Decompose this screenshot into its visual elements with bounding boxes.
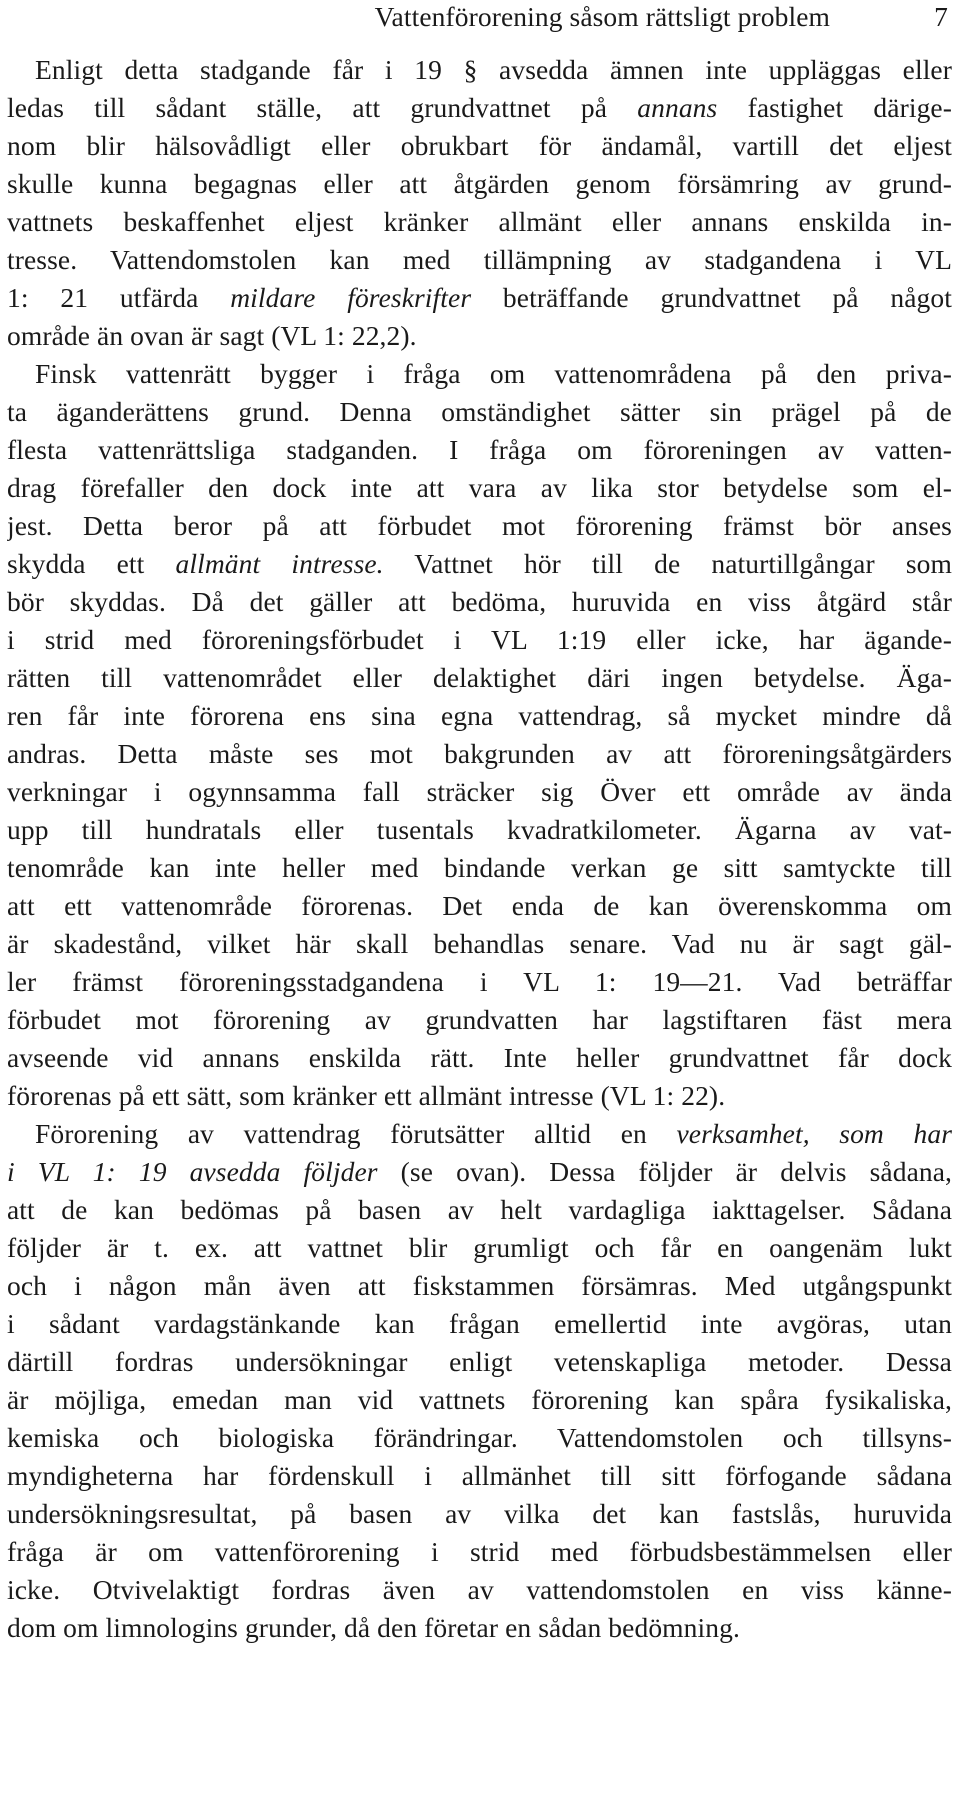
text-run: bör skyddas. Då det gäller att bedöma, huruvida en viss åtgärd står [7,586,952,617]
text-line [7,1571,952,1609]
text-line [7,963,952,1001]
text-run: nom blir hälsovådligt eller obrukbart för ändamål, vartill det eljest [7,130,952,161]
text-line [7,621,952,659]
text-line [7,1609,952,1647]
text-line [7,1229,952,1267]
italic-text: allmänt intresse. [175,548,384,579]
text-run: ren får inte förorena ens sina egna vattendrag, så mycket mindre då [7,700,952,731]
page-number: 7 [934,1,948,32]
text-run: fastighet därige- [717,92,952,123]
text-run: fråga är om vattenförorening i strid med förbudsbestämmelsen eller [7,1536,952,1567]
text-run: skulle kunna begagnas eller att åtgärden genom försämring av grund- [7,168,952,199]
text-run: upp till hundratals eller tusentals kvadratkilometer. Ägarna av vat- [7,814,952,845]
text-run: 1: 21 utfärda [7,282,231,313]
text-line [7,735,952,773]
text-run: avseende vid annans enskilda rätt. Inte heller grundvattnet får dock [7,1042,952,1073]
text-line [7,1305,952,1343]
text-line [7,279,952,317]
text-line [7,1381,952,1419]
text-run: beträffande grundvattnet på något [471,282,952,313]
text-line [7,431,952,469]
text-run: förorenas på ett sätt, som kränker ett allmänt intresse (VL 1: 22). [7,1080,726,1111]
text-run: att de kan bedömas på basen av helt vardagliga iakttagelser. Sådana [7,1194,952,1225]
text-line [7,1419,952,1457]
text-run: ledas till sådant ställe, att grundvattnet på [7,92,638,123]
text-run: ta äganderättens grund. Denna omständighet sätter sin prägel på de [7,396,952,427]
text-run: är skadestånd, vilket här skall behandlas senare. Vad nu är sagt gäl- [7,928,952,959]
text-line [7,1153,952,1191]
text-run: flesta vattenrättsliga stadganden. I fråga om föroreningen av vatten- [7,434,952,465]
text-line [7,1077,952,1115]
text-line [7,165,952,203]
text-line [7,811,952,849]
text-run: myndigheterna har fördenskull i allmänhet till sitt förfogande sådana [7,1460,952,1491]
text-line [7,507,952,545]
paragraph-3 [7,1115,952,1647]
text-line [7,469,952,507]
body-text [7,51,952,1647]
text-run: dom om limnologins grunder, då den företar en sådan bedömning. [7,1612,740,1643]
text-line [7,89,952,127]
text-run: i sådant vardagstänkande kan frågan emellertid inte avgöras, utan [7,1308,952,1339]
italic-text: annans [637,92,718,123]
text-line [7,773,952,811]
text-line [7,1343,952,1381]
text-run: Förorening av vattendrag förutsätter alltid en [35,1118,677,1149]
text-line [7,1039,952,1077]
text-line [7,1457,952,1495]
italic-text: mildare föreskrifter [230,282,472,313]
text-line [7,317,952,355]
italic-text: verksamhet, som har [676,1118,952,1149]
text-run: tresse. Vattendomstolen kan med tillämpning av stadgandena i VL [7,244,952,275]
text-run: (se ovan). Dessa följder är delvis sådana, [377,1156,952,1187]
text-run: icke. Otvivelaktigt fordras även av vattendomstolen en viss känne- [7,1574,952,1605]
text-line [7,241,952,279]
text-run: undersökningsresultat, på basen av vilka det kan fastslås, huruvida [7,1498,952,1529]
text-run: att ett vattenområde förorenas. Det enda de kan överenskomma om [7,890,952,921]
paragraph-2 [7,355,952,1115]
text-run: Finsk vattenrätt bygger i fråga om vattenområdena på den priva- [35,358,952,389]
text-run: rätten till vattenområdet eller delaktighet däri ingen betydelse. Äga- [7,662,952,693]
text-line [7,659,952,697]
text-line [7,1191,952,1229]
text-line [7,51,952,89]
text-run: följder är t. ex. att vattnet blir grumligt och får en oangenäm lukt [7,1232,952,1263]
text-run: tenområde kan inte heller med bindande verkan ge sitt samtyckte till [7,852,952,883]
text-run: skydda ett [7,548,176,579]
text-run: är möjliga, emedan man vid vattnets förorening kan spåra fysikaliska, [7,1384,952,1415]
text-run: Enligt detta stadgande får i 19 § avsedda ämnen inte uppläggas eller [35,54,952,85]
text-line [7,697,952,735]
text-run: område än ovan är sagt (VL 1: 22,2). [7,320,417,351]
text-line [7,1267,952,1305]
text-run: ler främst föroreningsstadgandena i VL 1: 19—21. Vad beträffar [7,966,952,997]
text-run: och i någon mån även att fiskstammen försämras. Med utgångspunkt [7,1270,952,1301]
text-run: förbudet mot förorening av grundvatten har lagstiftaren fäst mera [7,1004,952,1035]
text-run: verkningar i ogynnsamma fall sträcker sig Över ett område av ända [7,776,952,807]
text-line [7,1533,952,1571]
text-run: andras. Detta måste ses mot bakgrunden av att föroreningsåtgärders [7,738,952,769]
text-line [7,849,952,887]
text-run: vattnets beskaffenhet eljest kränker allmänt eller annans enskilda in- [7,206,952,237]
text-line [7,1115,952,1153]
text-line [7,203,952,241]
text-line [7,127,952,165]
text-run: i strid med föroreningsförbudet i VL 1:19 eller icke, har ägande- [7,624,952,655]
paragraph-1 [7,51,952,355]
text-line [7,355,952,393]
text-run: drag förefaller den dock inte att vara av lika stor betydelse som el- [7,472,952,503]
text-run: Vattnet hör till de naturtillgångar som [383,548,952,579]
text-line [7,1495,952,1533]
text-line [7,393,952,431]
text-line [7,887,952,925]
text-line [7,1001,952,1039]
running-title: Vattenförorening såsom rättsligt problem [374,1,830,32]
running-header [0,0,952,34]
text-line [7,545,952,583]
text-run: jest. Detta beror på att förbudet mot förorening främst bör anses [7,510,952,541]
text-line [7,583,952,621]
italic-text: i VL 1: 19 avsedda följder [7,1156,378,1187]
text-line [7,925,952,963]
text-run: kemiska och biologiska förändringar. Vattendomstolen och tillsyns- [7,1422,952,1453]
text-run: därtill fordras undersökningar enligt vetenskapliga metoder. Dessa [7,1346,952,1377]
